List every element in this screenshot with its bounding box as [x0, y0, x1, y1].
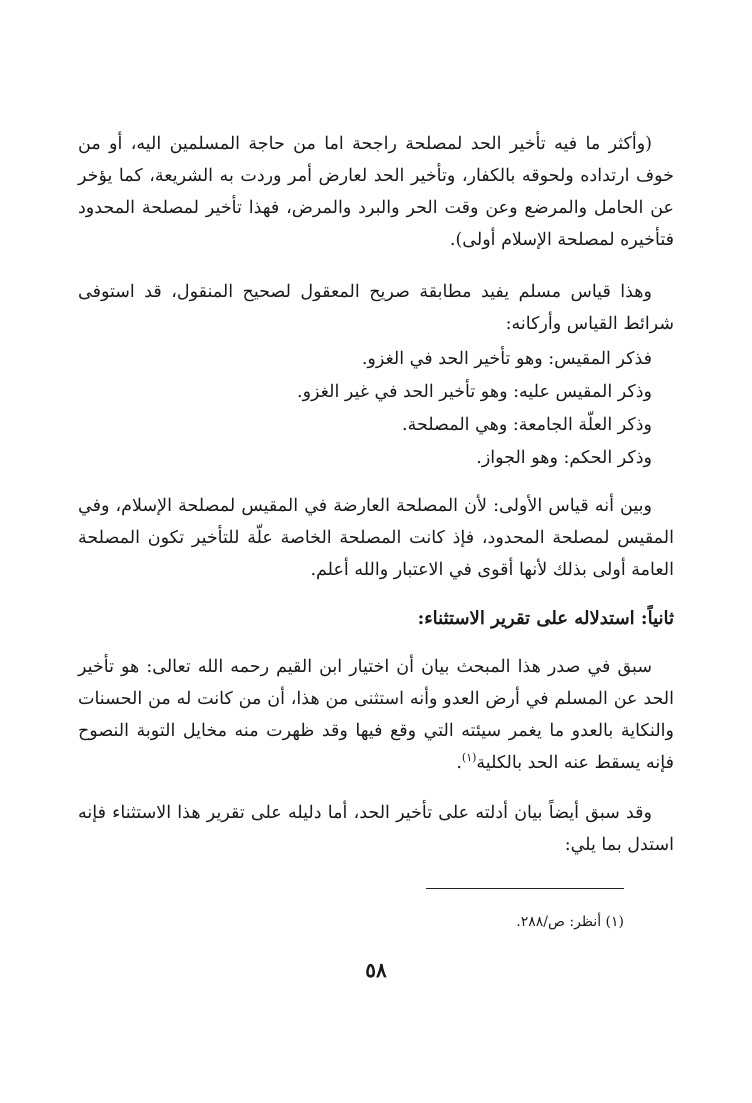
paragraph-analogy [78, 276, 674, 340]
paragraph-body: سبق في صدر هذا المبحث بيان أن اختيار ابن القيم رحمه الله تعالى: هو تأخير الحد عن المسلم في أرض العدو وأنه استثنى من هذا، أن من كانت له من الحسنات والنكاية بالعدو ما يغمر سيئته التي وقع فيها وقد ظهرت منه مخايل التوبة النصوح فإنه يسقط عنه الحد بالكلية [78, 657, 674, 773]
list-item-maqees-alayh: وذكر المقيس عليه: وهو تأخير الحد في غير الغزو. [297, 382, 652, 402]
paragraph-text: وبين أنه قياس الأولى: لأن المصلحة العارضة في المقيس لمصلحة الإسلام، وفي المقيس لمصلحة المحدود، فإذ كانت المصلحة الخاصة علّة للتأخير تكون المصلحة العامة أولى بذلك لأنها أقوى في الاعتبار والله أعلم. [78, 496, 674, 580]
analogy-elements-list [78, 343, 674, 475]
paragraph-text: (وأكثر ما فيه تأخير الحد لمصلحة راجحة اما من حاجة المسلمين اليه، أو من خوف ارتداده ولحوقه بالكفار، وتأخير الحد لعارض أمر وردت به الشريعة، كما يؤخر عن الحامل والمرضع وعن وقت الحر والبرد والمرض، فهذا تأخير لمصلحة المحدود فتأخيره لمصلحة الإسلام أولى). [78, 134, 674, 250]
paragraph-exception [78, 651, 674, 779]
paragraph-evidence [78, 797, 674, 861]
page-number: ٥٨ [365, 958, 387, 982]
footnote-divider [426, 888, 624, 889]
paragraph-text: وقد سبق أيضاً بيان أدلته على تأخير الحد، أما دليله على تقرير هذا الاستثناء فإنه استدل بما يلي: [78, 803, 674, 855]
list-item-maqees: فذكر المقيس: وهو تأخير الحد في الغزو. [361, 349, 652, 369]
footnote-reference[interactable]: (١) [461, 751, 477, 765]
paragraph-quote [78, 128, 674, 256]
footnote: (١) أنظر: ص/٢٨٨. [516, 914, 624, 930]
list-item-illa: وذكر العلّة الجامعة: وهي المصلحة. [402, 415, 652, 435]
paragraph-end: . [456, 753, 462, 773]
heading-text: ثانياً: استدلاله على تقرير الاستثناء: [417, 608, 674, 629]
paragraph-text: وهذا قياس مسلم يفيد مطابقة صريح المعقول لصحيح المنقول، قد استوفى شرائط القياس وأركانه: [78, 282, 674, 334]
paragraph-text [78, 651, 674, 779]
list-item-hukm: وذكر الحكم: وهو الجواز. [476, 448, 652, 468]
paragraph-qiyas-awla [78, 490, 674, 586]
section-heading [78, 603, 674, 635]
